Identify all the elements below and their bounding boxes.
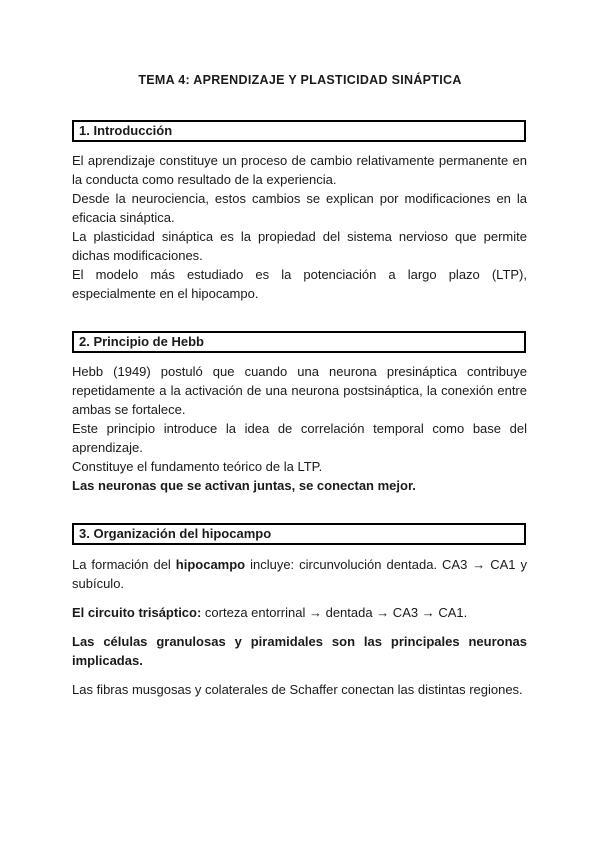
paragraph: Constituye el fundamento teórico de la LTP. <box>72 459 323 474</box>
paragraph: El modelo más estudiado es la potenciación a largo plazo (LTP), especialmente en el hipocampo. <box>72 267 527 301</box>
paragraph: La plasticidad sináptica es la propiedad del sistema nervioso que permite dichas modificaciones. <box>72 229 527 263</box>
section-body-organizacion-hipocampo <box>72 555 527 699</box>
paragraph: El aprendizaje constituye un proceso de cambio relativamente permanente en la conducta como resultado de la experiencia. <box>72 153 527 187</box>
paragraph-emphasis: Las neuronas que se activan juntas, se conectan mejor. <box>72 478 416 493</box>
paragraph: Este principio introduce la idea de correlación temporal como base del aprendizaje. <box>72 421 527 455</box>
text-run-bold: hipocampo <box>175 557 246 572</box>
text-run: incluye: circunvolución dentada. CA3 → CA1 y subículo. <box>72 557 527 591</box>
section-heading-label: 3. Organización del hipocampo <box>79 526 272 541</box>
paragraph <box>72 555 527 593</box>
text-run-bold: El circuito trisáptico: <box>72 605 202 620</box>
section-body-introduccion <box>72 151 527 303</box>
section-heading-principio-hebb <box>72 331 526 353</box>
document-title: TEMA 4: APRENDIZAJE Y PLASTICIDAD SINÁPTICA <box>138 73 462 87</box>
section-body-principio-hebb <box>72 362 527 495</box>
text-run: La formación del <box>72 557 176 572</box>
section-heading-introduccion <box>72 120 526 142</box>
section-heading-label: 2. Principio de Hebb <box>79 334 204 349</box>
paragraph: Desde la neurociencia, estos cambios se explican por modificaciones en la eficacia sináptica. <box>72 191 527 225</box>
text-run: corteza entorrinal → dentada → CA3 → CA1. <box>201 605 468 620</box>
section-heading-organizacion-hipocampo <box>72 523 526 545</box>
paragraph <box>72 603 527 622</box>
paragraph-emphasis: Las células granulosas y piramidales son las principales neuronas implicadas. <box>72 634 527 668</box>
paragraph: Las fibras musgosas y colaterales de Schaffer conectan las distintas regiones. <box>72 682 523 697</box>
paragraph: Hebb (1949) postuló que cuando una neurona presináptica contribuye repetidamente a la activación de una neurona postsináptica, la conexión entre ambas se fortalece. <box>72 364 527 417</box>
section-heading-label: 1. Introducción <box>79 123 173 138</box>
